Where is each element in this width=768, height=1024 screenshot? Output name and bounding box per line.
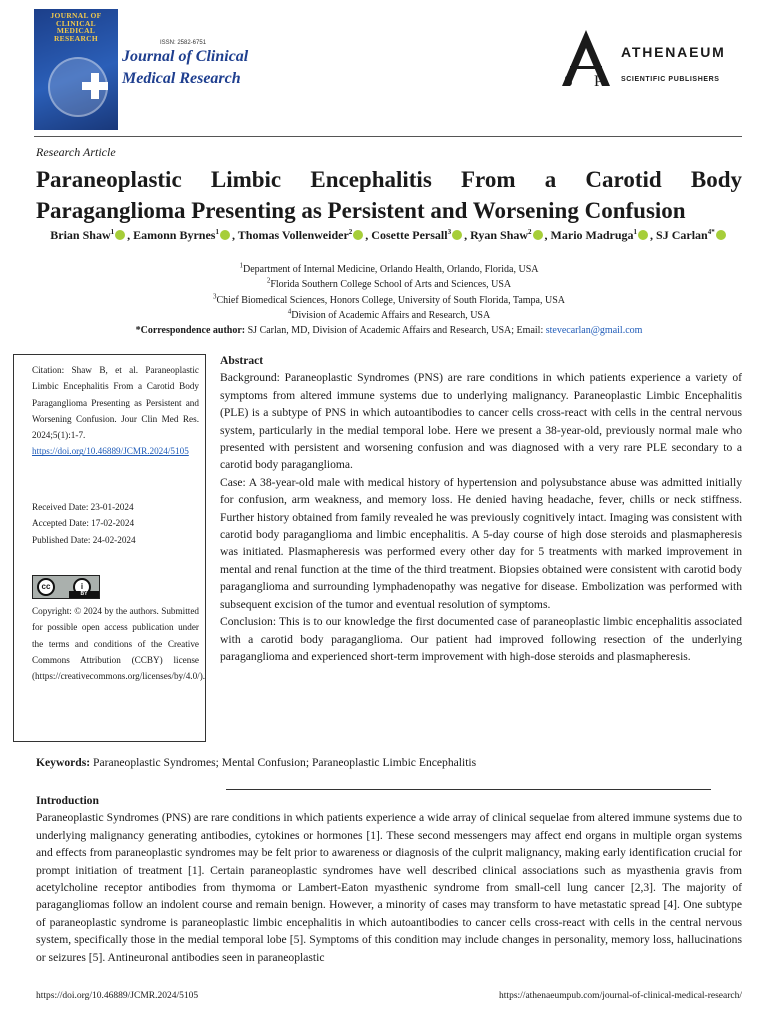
author: Ryan Shaw$^2$ , [470,228,551,242]
publisher-subtitle: SCIENTIFIC PUBLISHERS [621,76,720,83]
cc-badge-label: BY [69,591,99,598]
author: Cosette Persall$^3$ , [371,228,471,242]
cover-title: JOURNAL OF CLINICAL MEDICAL RESEARCH [50,11,102,43]
doi-link[interactable]: https://doi.org/10.46889/JCMR.2024/5105 [32,446,189,457]
accepted-date: Accepted Date: 17-02-2024 [32,518,135,529]
affiliation: $^4$Division of Academic Affairs and Research, USA [287,307,491,321]
author: Eamonn Byrnes$^1$ , [133,228,238,242]
orcid-icon[interactable] [716,230,726,240]
abstract-conclusion: Conclusion: This is to our knowledge the first documented case of paraneoplastic limbic encephalitis associated with a carotid body paraganglioma. Our patient had improved following resection of the underlying paraganglioma and experienced short-term improvement with high-dose steroids and plasmapheresis. [220,615,742,663]
abstract-case: Case: A 38-year-old male with medical history of hypertension and polysubstance abuse was admitted initially for confusion, arm weakness, and memory loss. He denied having headache, fever, chills or neck stiffness. Further history obtained from family revealed he was previously cognitively intact. Imaging was consistent with carotid body paraganglioma and limbic encephalitis. A 5-day course of high dose steroids and plasmapheresis was initiated. Plasmapheresis was performed every other day for 5 treatments with marked improvement in mental and renal function at the time of the third treatment. Biopsies obtained were consistent with carotid body paraganglioma and surrounding lymphadenopathy was negative for disease. Embolization was performed with subsequent excision of the tumor and eventual resolution of symptoms. [220,475,742,611]
author: Mario Madruga$^1$ , [550,228,657,242]
introduction-heading: Introduction [36,794,99,807]
affiliations [36,262,742,338]
orcid-icon[interactable] [452,230,462,240]
article-type: Research Article [36,145,116,159]
journal-name [122,46,248,90]
orcid-icon[interactable] [115,230,125,240]
publisher-name: ATHENAEUM [621,44,726,60]
orcid-icon[interactable] [353,230,363,240]
title-line-2: Paraganglioma Presenting as Persistent and Worsening Confusion [36,198,686,223]
orcid-icon[interactable] [638,230,648,240]
header-divider [34,136,742,137]
cc-icon: cc [37,578,55,596]
dates [32,499,199,548]
title-line-1: Paraneoplastic Limbic Encephalitis From a Carotid Body [36,167,742,192]
abstract-heading: Abstract [220,354,264,367]
athenaeum-logo-icon [556,28,616,90]
journal-name-line2: Medical Research [122,70,241,87]
author: Thomas Vollenweider$^2$ , [237,228,372,242]
abstract-background: Background: Paraneoplastic Syndromes (PNS) are rare conditions in which patients experience a variety of symptoms from altered immune systems due to underlying malignancy. Paraneoplastic Limbic Encephalitis (PLE) is a subtype of PNS in which autoantibodies to cancer cells cross-react with cells in the central nervous system, particularly in the medial temporal lobe. Here we present a 38-year-old, previously normal male who presented with persistent and worsening confusion and was diagnosed with a very rare PLE secondary to a carotid body paraganglioma. [220,371,742,472]
introduction [36,792,742,966]
author: SJ Carlan$^{4*}$ [656,228,728,242]
citation-box [13,354,206,742]
attribution-icon: i [73,578,91,596]
svg-text:S: S [564,73,573,90]
correspondence: *Correspondence author: SJ Carlan, MD, Division of Academic Affairs and Research, USA; Email: stevecarlan@gmail.com [135,325,643,337]
journal-cover-image [34,9,118,130]
footer-doi[interactable]: https://doi.org/10.46889/JCMR.2024/5105 [36,991,199,1001]
article-title [36,164,742,226]
copyright-text: Copyright: © 2024 by the authors. Submitted for possible open access publication under the terms and conditions of the Creative Commons Attribution (CCBY) license (https://creativecommons.org/licenses/by/4.0/). [32,606,206,682]
affiliation: $^1$Department of Internal Medicine, Orlando Health, Orlando, Florida, USA [239,261,539,275]
svg-text:P: P [594,73,603,90]
footer-url[interactable]: https://athenaeumpub.com/journal-of-clinical-medical-research/ [499,991,742,1001]
medical-cross-icon [82,73,108,99]
author: Brian Shaw$^1$ , [50,228,134,242]
abstract [220,352,742,665]
keywords: Keywords: Paraneoplastic Syndromes; Mental Confusion; Paraneoplastic Limbic Encephalitis [36,756,477,769]
email-link[interactable]: stevecarlan@gmail.com [545,325,643,337]
issn: ISSN: 2582-6751 [160,40,207,46]
introduction-text: Paraneoplastic Syndromes (PNS) are rare conditions in which patients experience a wide array of clinical sequelae from altered immune systems due to underlying malignancy generating antibodies, cytokines or hormones [1]. These second messengers may affect end organs in multiple organ systems and effects from paraneoplastic syndromes may be felt prior to awareness or diagnosis of the culprit malignancy, making early identification crucial for prompt initiation of treatment [1]. Certain paraneoplastic syndromes have well described clinical associations such as myasthenia gravis from acetylcholine receptor antibodies from thymoma or Lambert-Eaton myasthenic syndrome from small-cell lung cancer [2,3]. The majority of paragangliomas follow an indolent course and remain benign. However, a minority of cases may transform to have metastatic spread [4]. One subtype of paraneoplastic syndrome is paraneoplastic limbic encephalitis in which autoantibodies to cancer cells cross-react with cells in the central nervous system, specifically those in the medial temporal lobe [5]. Symptoms of this condition may include changes in personality, memory loss, hallucinations or seizures [5]. Antineuronal antibodies seen in paraneoplastic [36,811,742,964]
orcid-icon[interactable] [220,230,230,240]
published-date: Published Date: 24-02-2024 [32,534,136,545]
journal-name-line1: Journal of Clinical [122,48,249,65]
section-divider [226,789,711,790]
received-date: Received Date: 23-01-2024 [32,502,134,512]
orcid-icon[interactable] [533,230,543,240]
cc-by-license-icon[interactable] [32,575,100,599]
affiliation: $^3$Chief Biomedical Sciences, Honors College, University of South Florida, Tampa, USA [212,292,565,306]
author-list [36,227,742,244]
affiliation: $^2$Florida Southern College School of Arts and Sciences, USA [266,276,512,291]
citation-text: Citation: Shaw B, et al. Paraneoplastic Limbic Encephalitis From a Carotid Body Paraganglioma Presenting as Persistent and Worsening Confusion. Jour Clin Med Res. 2024;5(1):1-7. https://doi.org/10.46889/JCMR.2024/5105 [32,365,199,457]
